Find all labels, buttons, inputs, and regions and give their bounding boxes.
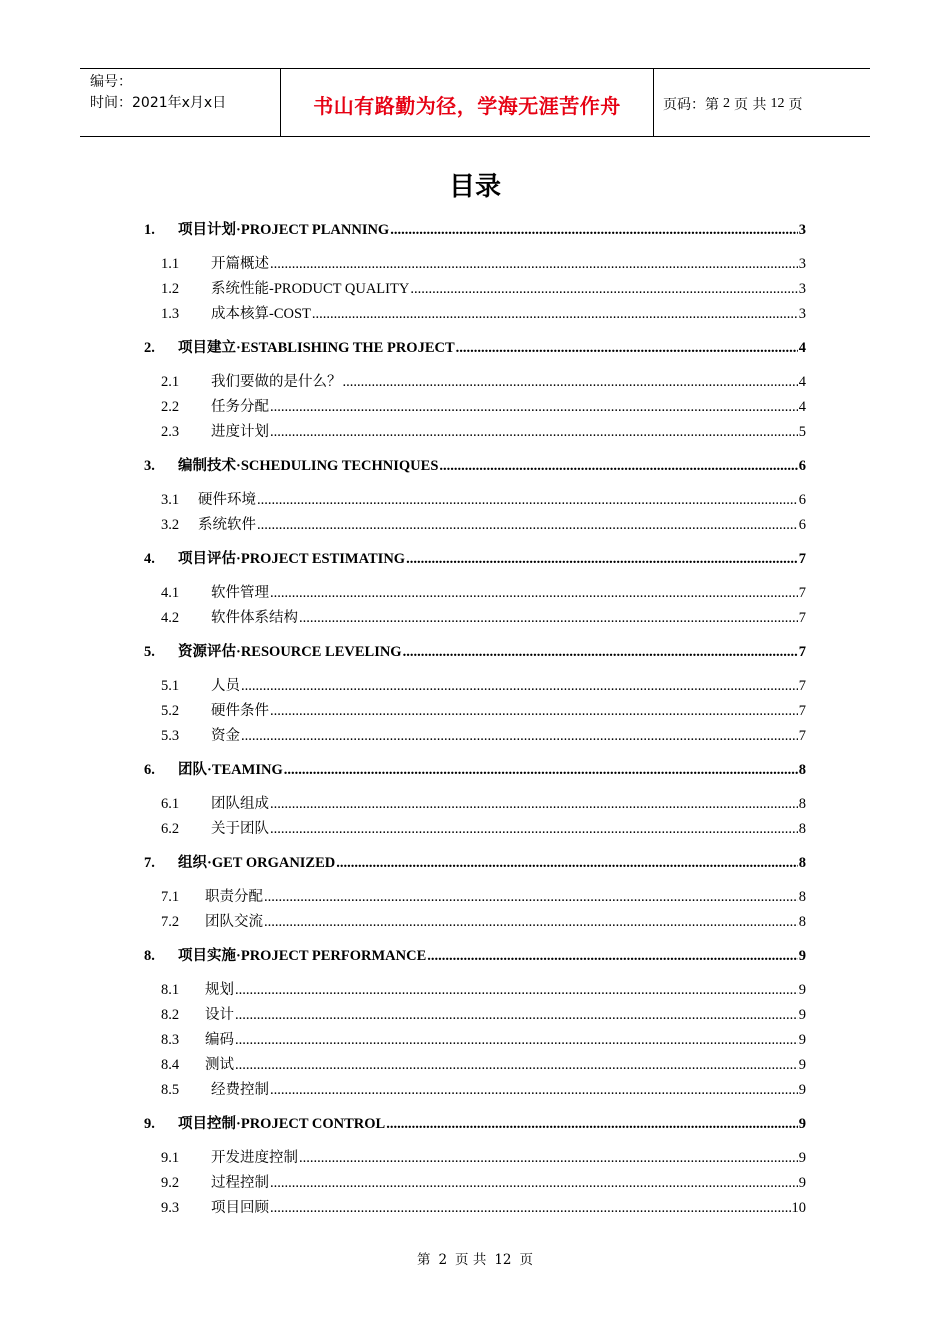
toc-entry-label: 系统性能-PRODUCT QUALITY (211, 281, 410, 297)
toc-entry-number: 5.3 (161, 728, 180, 744)
toc-dot-leader (336, 854, 798, 872)
toc-entry-page: 8 (798, 821, 806, 837)
toc-entry-label: 职责分配 (205, 889, 263, 905)
toc-entry-page: 6 (798, 492, 806, 508)
toc-entry-page: 9 (798, 948, 806, 964)
toc-entry-page: 3 (798, 222, 806, 238)
toc-entry-number: 2.2 (161, 399, 180, 415)
toc-entry-page: 9 (798, 1175, 806, 1191)
toc-subsection-entry[interactable] (161, 1006, 806, 1024)
toc-entry-page: 9 (798, 1007, 806, 1023)
toc-entry-number: 7. (144, 855, 155, 871)
toc-entry-page: 7 (798, 703, 806, 719)
toc-entry-page: 6 (798, 517, 806, 533)
toc-dot-leader (235, 1031, 798, 1049)
toc-entry-label: 我们要做的是什么？ (211, 374, 342, 390)
toc-entry-number: 1. (144, 222, 155, 238)
toc-subsection-entry[interactable] (161, 1174, 806, 1192)
toc-entry-number: 8.2 (161, 1007, 180, 1023)
toc-entry-number: 9.2 (161, 1175, 180, 1191)
toc-entry-page: 10 (791, 1200, 806, 1216)
toc-entry-label: 项目计划·PROJECT PLANNING (178, 222, 390, 238)
toc-entry-label: 资源评估·RESOURCE LEVELING (178, 644, 402, 660)
toc-subsection-entry[interactable] (161, 609, 806, 627)
toc-entry-label: 规划 (205, 982, 234, 998)
toc-dot-leader (235, 1006, 798, 1024)
toc-section-entry[interactable] (144, 854, 806, 872)
toc-entry-page: 9 (798, 1116, 806, 1132)
toc-dot-leader (257, 516, 798, 534)
toc-entry-page: 9 (798, 1150, 806, 1166)
toc-entry-page: 7 (798, 585, 806, 601)
toc-dot-leader (403, 643, 798, 661)
toc-section-entry[interactable] (144, 339, 806, 357)
page-footer (0, 1248, 950, 1268)
toc-subsection-entry[interactable] (161, 373, 806, 391)
toc-entry-number: 2.3 (161, 424, 180, 440)
footer-mid: 页 共 (455, 1252, 487, 1268)
toc-entry-number: 3.2 (161, 517, 180, 533)
toc-dot-leader (270, 1174, 798, 1192)
toc-entry-label: 任务分配 (211, 399, 269, 415)
toc-entry-label: 团队组成 (211, 796, 269, 812)
toc-dot-leader (270, 584, 798, 602)
toc-entry-number: 1.1 (161, 256, 180, 272)
toc-dot-leader (270, 423, 798, 441)
toc-dot-leader (264, 888, 798, 906)
toc-entry-page: 6 (798, 458, 806, 474)
toc-dot-leader (427, 947, 798, 965)
toc-dot-leader (270, 795, 798, 813)
toc-entry-label: 组织·GET ORGANIZED (178, 855, 336, 871)
toc-entry-number: 6.2 (161, 821, 180, 837)
toc-entry-label: 硬件条件 (211, 703, 269, 719)
toc-dot-leader (390, 221, 798, 239)
toc-section-entry[interactable] (144, 761, 806, 779)
toc-dot-leader (312, 305, 798, 323)
toc-entry-page: 8 (798, 796, 806, 812)
toc-entry-page: 4 (798, 399, 806, 415)
toc-subsection-entry[interactable] (161, 398, 806, 416)
toc-entry-number: 9. (144, 1116, 155, 1132)
toc-entry-number: 3. (144, 458, 155, 474)
toc-entry-label: 项目控制·PROJECT CONTROL (178, 1116, 386, 1132)
toc-entry-label: 成本核算-COST (211, 306, 311, 322)
toc-entry-label: 系统软件 (198, 517, 256, 533)
toc-dot-leader (343, 373, 798, 391)
toc-subsection-entry[interactable] (161, 702, 806, 720)
toc-entry-number: 6.1 (161, 796, 180, 812)
toc-dot-leader (386, 1115, 798, 1133)
toc-entry-label: 项目实施·PROJECT PERFORMANCE (178, 948, 427, 964)
header-meta (80, 69, 281, 136)
document-header (80, 68, 870, 137)
footer-suffix: 页 (519, 1252, 534, 1268)
footer-total: 12 (494, 1252, 512, 1268)
toc-entry-page: 8 (798, 762, 806, 778)
toc-entry-page: 7 (798, 728, 806, 744)
toc-entry-label: 过程控制 (211, 1175, 269, 1191)
toc-subsection-entry[interactable] (161, 423, 806, 441)
toc-entry-page: 7 (798, 610, 806, 626)
toc-entry-label: 经费控制 (211, 1082, 269, 1098)
toc-dot-leader (406, 550, 798, 568)
toc-subsection-entry[interactable] (161, 584, 806, 602)
toc-entry-page: 4 (798, 374, 806, 390)
header-page-mid: 页 共 (734, 97, 767, 113)
toc-entry-page: 7 (798, 551, 806, 567)
toc-entry-label: 硬件环境 (198, 492, 256, 508)
toc-entry-page: 9 (798, 982, 806, 998)
toc-entry-number: 8.3 (161, 1032, 180, 1048)
toc-dot-leader (410, 280, 797, 298)
toc-entry-page: 3 (798, 281, 806, 297)
toc-entry-label: 团队·TEAMING (178, 762, 283, 778)
toc-subsection-entry[interactable] (161, 795, 806, 813)
toc-dot-leader (299, 1149, 798, 1167)
toc-entry-label: 开发进度控制 (211, 1150, 298, 1166)
toc-entry-label: 设计 (205, 1007, 234, 1023)
toc-entry-label: 进度计划 (211, 424, 269, 440)
toc-entry-page: 9 (798, 1057, 806, 1073)
toc-entry-number: 1.2 (161, 281, 180, 297)
toc-entry-page: 8 (798, 855, 806, 871)
toc-entry-number: 2. (144, 340, 155, 356)
toc-entry-number: 5.2 (161, 703, 180, 719)
toc-subsection-entry[interactable] (161, 913, 806, 931)
toc-entry-number: 7.1 (161, 889, 180, 905)
toc-entry-number: 9.1 (161, 1150, 180, 1166)
toc-entry-number: 1.3 (161, 306, 180, 322)
toc-entry-label: 开篇概述 (211, 256, 269, 272)
toc-dot-leader (270, 702, 798, 720)
footer-prefix: 第 (416, 1252, 431, 1268)
toc-subsection-entry[interactable] (161, 491, 806, 509)
toc-entry-label: 软件管理 (211, 585, 269, 601)
toc-entry-number: 5.1 (161, 678, 180, 694)
toc-entry-page: 9 (798, 1082, 806, 1098)
toc-entry-page: 4 (798, 340, 806, 356)
toc-entry-number: 3.1 (161, 492, 180, 508)
toc-dot-leader (299, 609, 798, 627)
toc-section-entry[interactable] (144, 947, 806, 965)
toc-entry-number: 7.2 (161, 914, 180, 930)
toc-entry-number: 2.1 (161, 374, 180, 390)
toc-dot-leader (284, 761, 798, 779)
toc-subsection-entry[interactable] (161, 280, 806, 298)
toc-entry-number: 8.1 (161, 982, 180, 998)
toc-entry-label: 编制技术·SCHEDULING TECHNIQUES (178, 458, 439, 474)
toc-entry-number: 4.2 (161, 610, 180, 626)
header-page-total: 12 (770, 96, 785, 111)
toc-entry-label: 资金 (211, 728, 240, 744)
toc-entry-page: 3 (798, 306, 806, 322)
page-title: 目录 (448, 172, 501, 202)
footer-current: 2 (438, 1252, 448, 1268)
toc-entry-label: 编码 (205, 1032, 234, 1048)
toc-dot-leader (270, 255, 798, 273)
toc-dot-leader (456, 339, 798, 357)
header-page-suffix: 页 (788, 97, 803, 113)
toc-subsection-entry[interactable] (161, 888, 806, 906)
toc-dot-leader (257, 491, 798, 509)
toc-entry-label: 项目评估·PROJECT ESTIMATING (178, 551, 406, 567)
toc-entry-number: 9.3 (161, 1200, 180, 1216)
toc-subsection-entry[interactable] (161, 1056, 806, 1074)
toc-dot-leader (241, 677, 798, 695)
toc-dot-leader (264, 913, 798, 931)
toc-subsection-entry[interactable] (161, 1199, 806, 1217)
toc-dot-leader (270, 820, 798, 838)
toc-entry-label: 项目建立·ESTABLISHING THE PROJECT (178, 340, 455, 356)
toc-subsection-entry[interactable] (161, 305, 806, 323)
toc-subsection-entry[interactable] (161, 677, 806, 695)
toc-subsection-entry[interactable] (161, 981, 806, 999)
toc-entry-number: 4.1 (161, 585, 180, 601)
toc-entry-label: 测试 (205, 1057, 234, 1073)
toc-subsection-entry[interactable] (161, 255, 806, 273)
toc-entry-page: 8 (798, 889, 806, 905)
toc-dot-leader (270, 1081, 798, 1099)
header-motto: 书山有路勤为径，学海无涯苦作舟 (281, 69, 654, 136)
header-page-prefix: 页码：第 (663, 97, 719, 113)
toc-section-entry[interactable] (144, 221, 806, 239)
toc-section-entry[interactable] (144, 550, 806, 568)
toc-entry-page: 5 (798, 424, 806, 440)
toc-dot-leader (270, 1199, 791, 1217)
toc-subsection-entry[interactable] (161, 1149, 806, 1167)
toc-dot-leader (235, 981, 798, 999)
toc-section-entry[interactable] (144, 643, 806, 661)
toc-entry-page: 7 (798, 678, 806, 694)
toc-subsection-entry[interactable] (161, 1031, 806, 1049)
toc-dot-leader (241, 727, 798, 745)
toc-entry-page: 9 (798, 1032, 806, 1048)
toc-entry-page: 8 (798, 914, 806, 930)
toc-section-entry[interactable] (144, 457, 806, 475)
toc-dot-leader (439, 457, 797, 475)
toc-entry-page: 3 (798, 256, 806, 272)
toc-subsection-entry[interactable] (161, 1081, 806, 1099)
serial-label: 编号： (90, 74, 132, 90)
toc-subsection-entry[interactable] (161, 516, 806, 534)
toc-subsection-entry[interactable] (161, 727, 806, 745)
header-page-info (654, 69, 870, 136)
header-page-current: 2 (723, 96, 730, 111)
toc-entry-number: 8.5 (161, 1082, 180, 1098)
toc-entry-label: 团队交流 (205, 914, 263, 930)
toc-entry-label: 软件体系结构 (211, 610, 298, 626)
toc-dot-leader (270, 398, 798, 416)
toc-dot-leader (235, 1056, 798, 1074)
toc-entry-label: 关于团队 (211, 821, 269, 837)
toc-entry-number: 4. (144, 551, 155, 567)
toc-entry-number: 6. (144, 762, 155, 778)
time-label: 时间：2021年x月x日 (90, 95, 227, 111)
toc-entry-number: 5. (144, 644, 155, 660)
toc-section-entry[interactable] (144, 1115, 806, 1133)
toc-entry-label: 项目回顾 (211, 1200, 269, 1216)
toc-subsection-entry[interactable] (161, 820, 806, 838)
toc-entry-number: 8. (144, 948, 155, 964)
toc-entry-number: 8.4 (161, 1057, 180, 1073)
toc-entry-page: 7 (798, 644, 806, 660)
toc-entry-label: 人员 (211, 678, 240, 694)
